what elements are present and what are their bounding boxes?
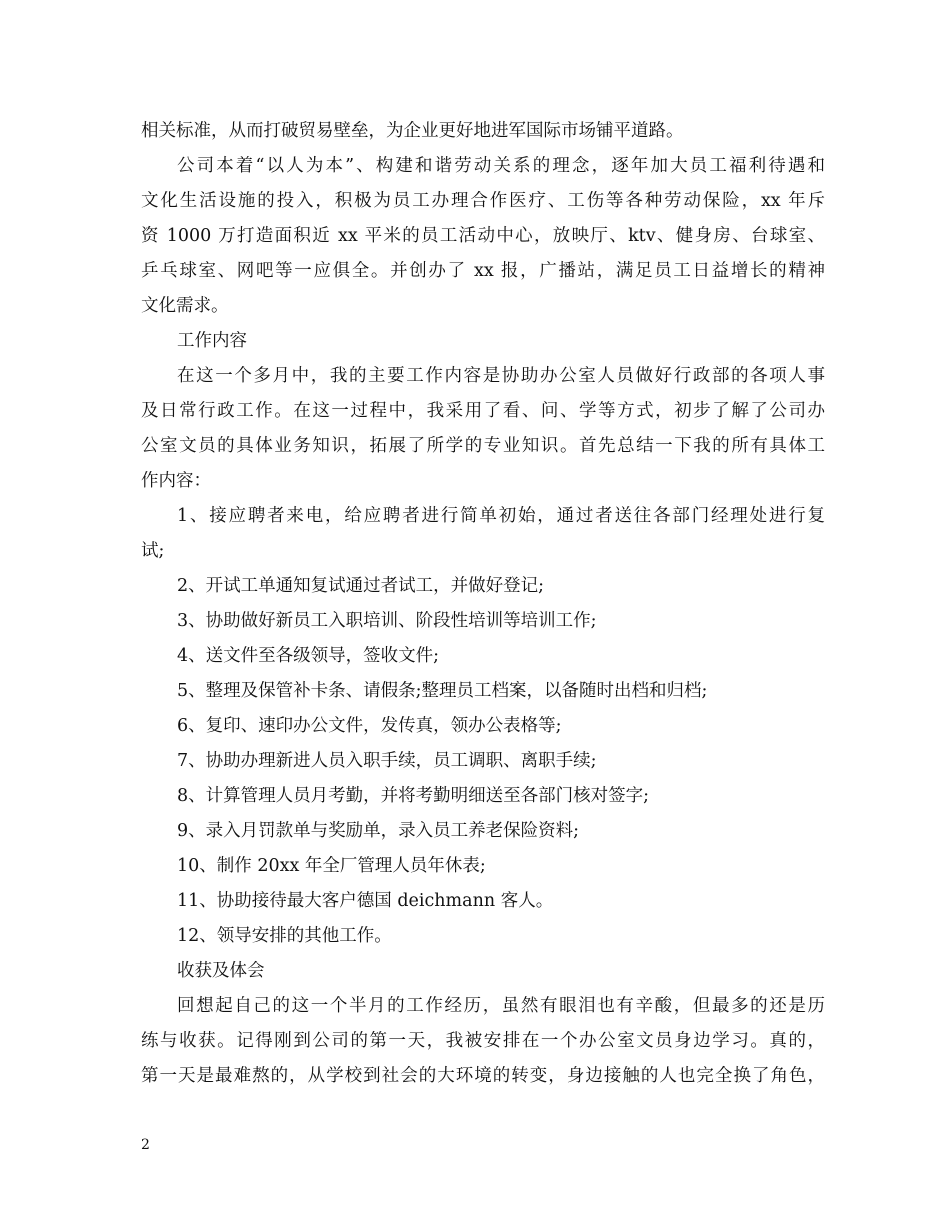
list-item: 8、计算管理人员月考勤，并将考勤明细送至各部门核对签字; bbox=[177, 786, 650, 806]
list-item: 7、协助办理新进人员入职手续，员工调职、离职手续; bbox=[177, 751, 597, 771]
list-item: 1、接应聘者来电，给应聘者进行简单初始，通过者送往各部门经理处进行复 bbox=[177, 506, 825, 526]
text-line: 文化生活设施的投入，积极为员工办理合作医疗、工伤等各种劳动保险，xx 年斥 bbox=[141, 191, 825, 211]
section-heading: 收获及体会 bbox=[177, 961, 265, 981]
list-item: 12、领导安排的其他工作。 bbox=[177, 926, 392, 946]
text-line: 公室文员的具体业务知识，拓展了所学的专业知识。首先总结一下我的所有具体工 bbox=[141, 436, 825, 456]
text-line: 乒乓球室、网吧等一应俱全。并创办了 xx 报，广播站，满足员工日益增长的精神 bbox=[141, 261, 825, 281]
text-line: 及日常行政工作。在这一过程中，我采用了看、问、学等方式，初步了解了公司办 bbox=[141, 401, 825, 421]
list-item: 6、复印、速印办公文件，发传真，领办公表格等; bbox=[177, 716, 562, 736]
text-line: 第一天是最难熬的，从学校到社会的大环境的转变，身边接触的人也完全换了角色， bbox=[141, 1066, 825, 1086]
text-line: 公司本着“以人为本”、构建和谐劳动关系的理念，逐年加大员工福利待遇和 bbox=[177, 156, 825, 176]
list-item: 9、录入月罚款单与奖励单，录入员工养老保险资料; bbox=[177, 821, 580, 841]
list-item: 2、开试工单通知复试通过者试工，并做好登记; bbox=[177, 576, 545, 596]
page-number: 2 bbox=[141, 1137, 150, 1153]
list-item-continuation: 试; bbox=[141, 541, 165, 561]
list-item: 10、制作 20xx 年全厂管理人员年休表; bbox=[177, 856, 486, 876]
list-item: 4、送文件至各级领导，签收文件; bbox=[177, 646, 440, 666]
text-line: 回想起自己的这一个半月的工作经历，虽然有眼泪也有辛酸，但最多的还是历 bbox=[177, 996, 825, 1016]
list-item: 5、整理及保管补卡条、请假条;整理员工档案，以备随时出档和归档; bbox=[177, 681, 708, 701]
text-line: 在这一个多月中，我的主要工作内容是协助办公室人员做好行政部的各项人事 bbox=[177, 366, 825, 386]
list-item: 11、协助接待最大客户德国 deichmann 客人。 bbox=[177, 891, 554, 911]
section-heading: 工作内容 bbox=[177, 331, 247, 351]
text-line: 相关标准，从而打破贸易壁垒，为企业更好地进军国际市场铺平道路。 bbox=[141, 121, 684, 141]
list-item: 3、协助做好新员工入职培训、阶段性培训等培训工作; bbox=[177, 611, 597, 631]
text-line: 资 1000 万打造面积近 xx 平米的员工活动中心，放映厅、ktv、健身房、台球室、 bbox=[141, 226, 825, 246]
document-body bbox=[141, 114, 825, 1094]
text-line: 文化需求。 bbox=[141, 296, 229, 316]
text-line: 练与收获。记得刚到公司的第一天，我被安排在一个办公室文员身边学习。真的， bbox=[141, 1031, 825, 1051]
text-line: 作内容： bbox=[141, 471, 211, 491]
